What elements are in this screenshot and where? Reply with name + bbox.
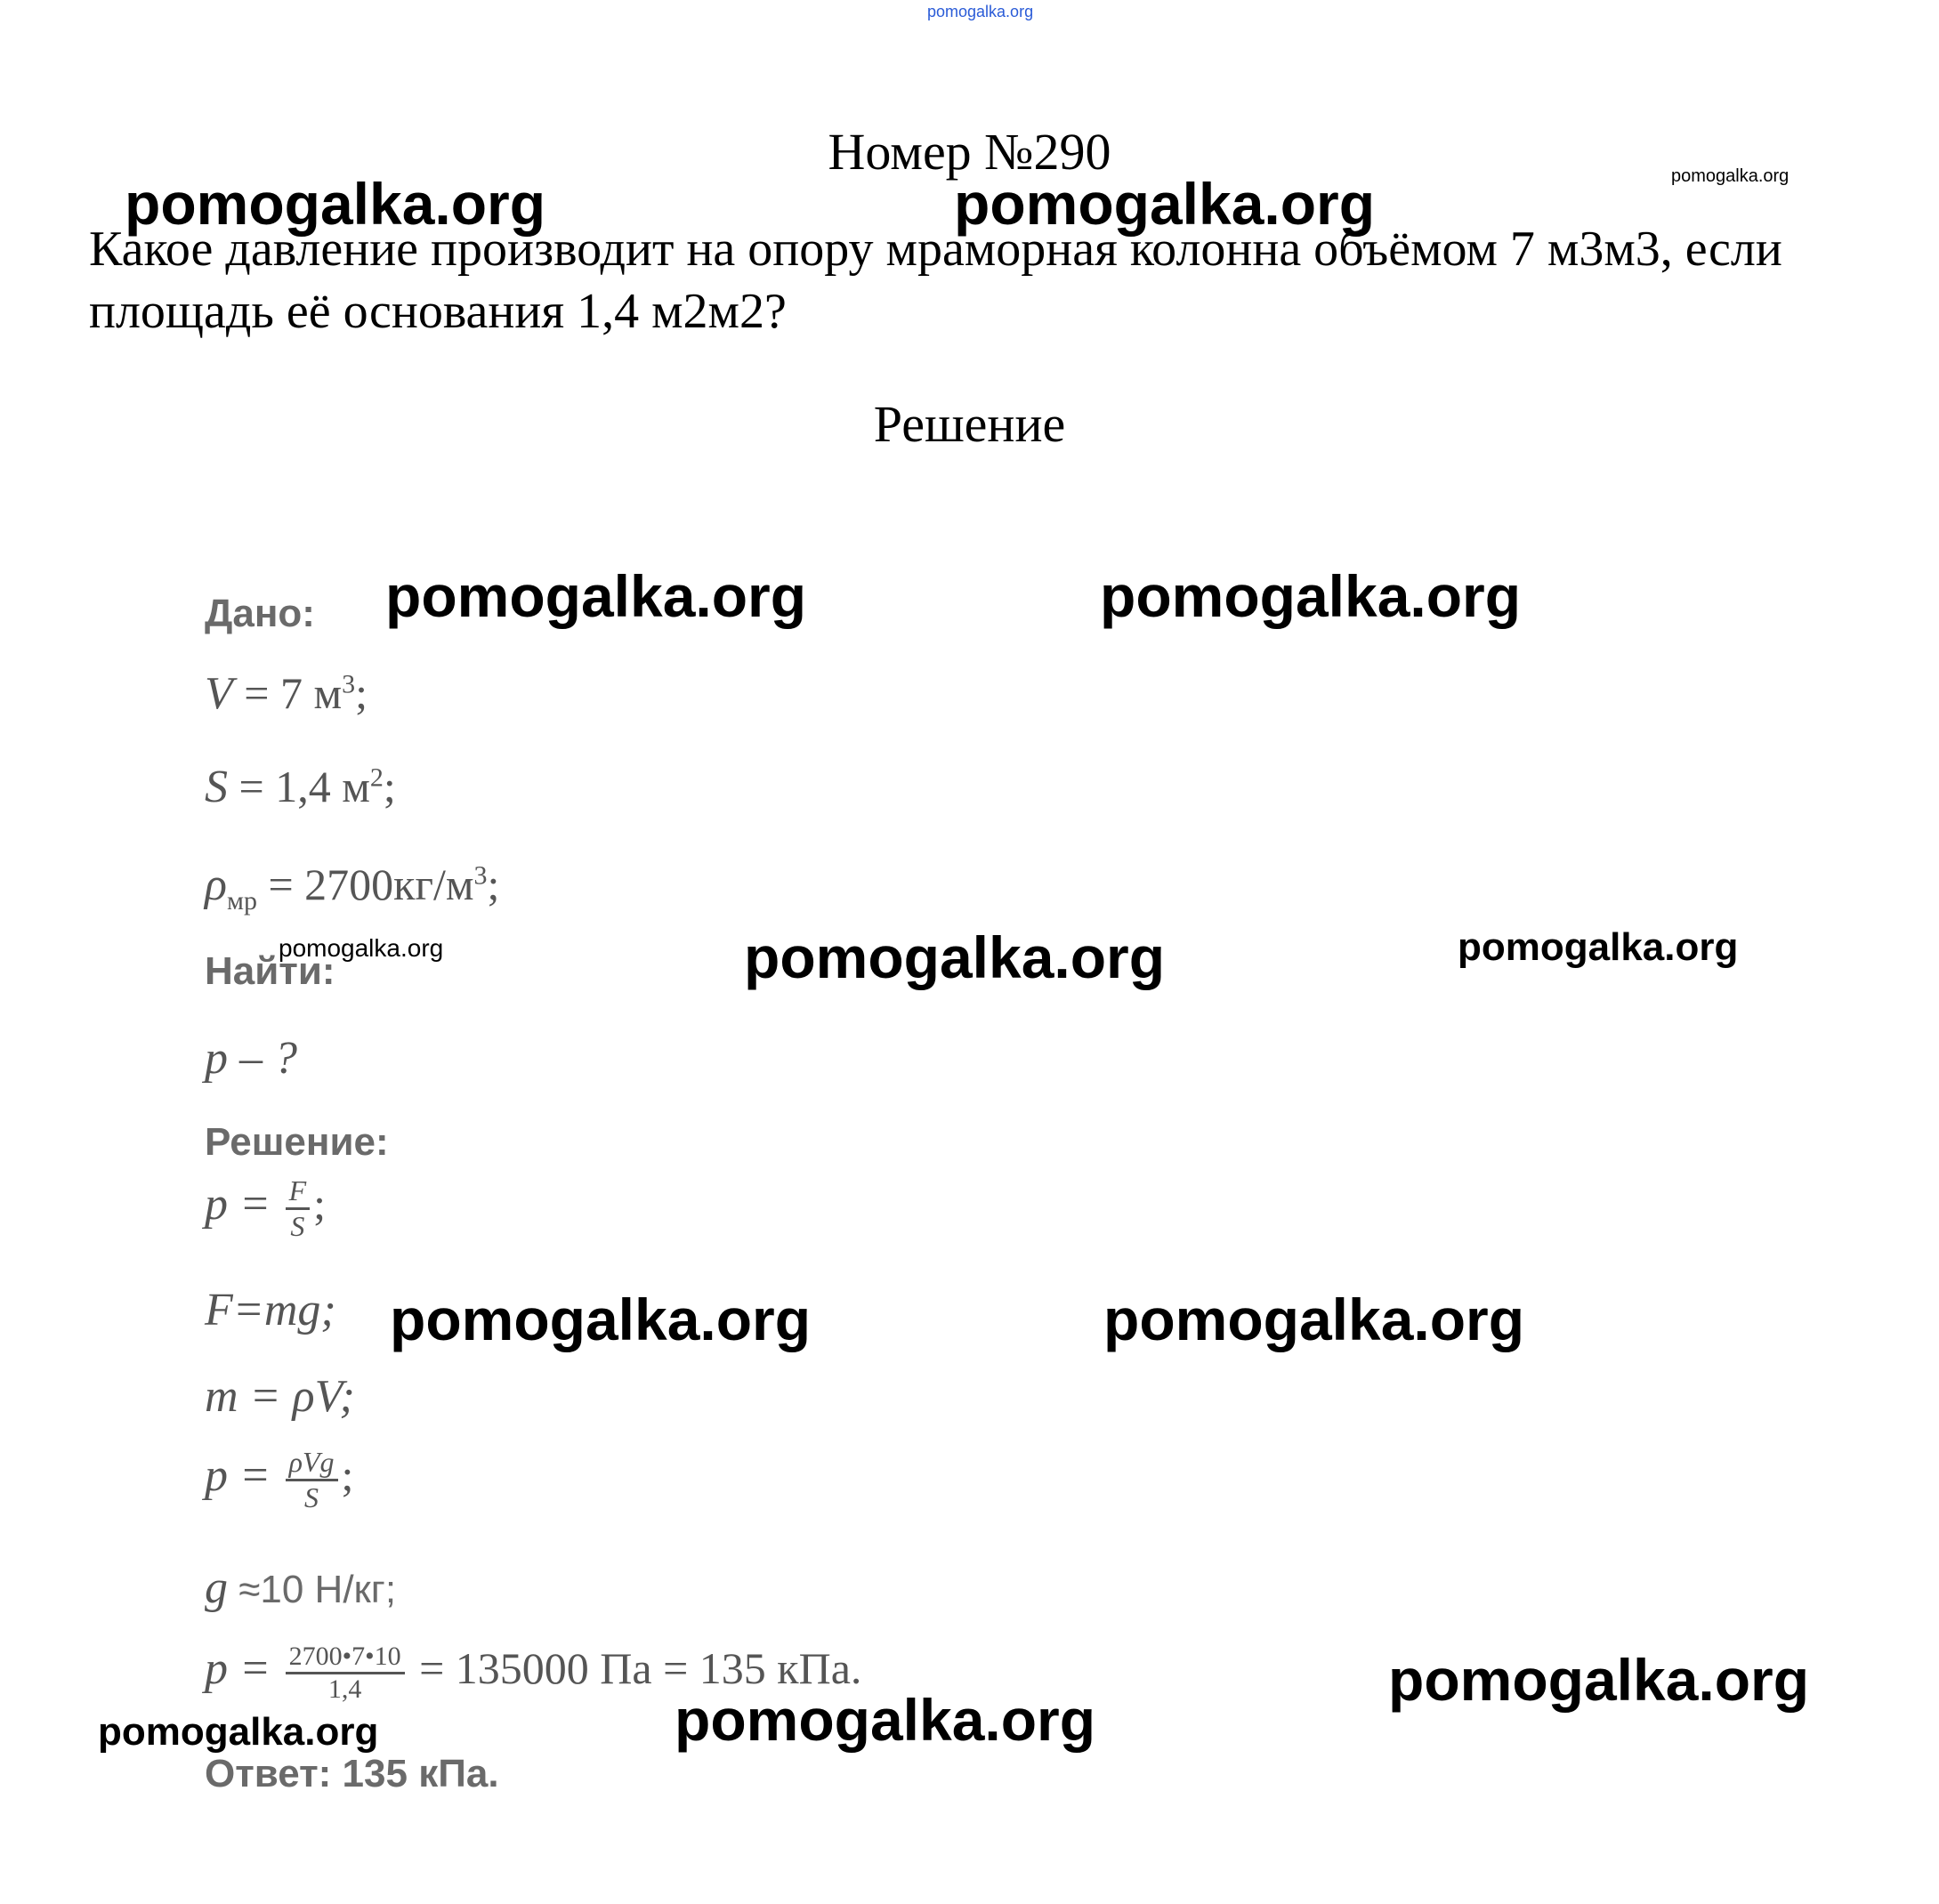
formula-mass: m = ρV;: [205, 1371, 355, 1422]
gravity-line: g ≈10 Н/кг;: [205, 1562, 397, 1613]
solution-label: Решение:: [205, 1120, 389, 1164]
watermark: pomogalka.org: [1100, 563, 1522, 629]
watermark: pomogalka.org: [390, 1287, 812, 1352]
given-area: S = 1,4 $м^2$;: [205, 762, 396, 812]
formula-pressure-expanded: p = $\frac{\text{ρVg}}{S}$ ;: [205, 1446, 354, 1513]
watermark: pomogalka.org: [1458, 925, 1739, 969]
find-pressure: p – ?: [205, 1033, 297, 1084]
watermark: pomogalka.org: [744, 924, 1166, 990]
calculation-line: p = $\frac{2700•7•10}{1,4}$ = 135000 Па = 135 кПа.: [205, 1642, 862, 1704]
watermark: pomogalka.org: [125, 171, 546, 237]
given-density: $\rho_{мр} = 2700кг/м^3$;: [205, 859, 500, 916]
formula-force: F=mg;: [205, 1285, 336, 1335]
formula-pressure: p = $\frac{F}{S}$ ;: [205, 1174, 327, 1242]
page-title: Номер №290: [828, 123, 1111, 181]
watermark: pomogalka.org: [675, 1687, 1096, 1753]
watermark: pomogalka.org: [385, 563, 807, 629]
watermark: pomogalka.org: [954, 171, 1376, 237]
top-site-link[interactable]: pomogalka.org: [927, 3, 1034, 20]
watermark: pomogalka.org: [1103, 1287, 1525, 1352]
given-label: Дано:: [205, 592, 315, 635]
watermark: pomogalka.org: [279, 934, 444, 962]
solution-heading: Решение: [873, 395, 1066, 453]
find-label: Найти:: [205, 949, 335, 993]
watermark: pomogalka.org: [1388, 1647, 1810, 1713]
watermark: pomogalka.org: [98, 1710, 379, 1754]
task-text: Какое давление производит на опору мраморная колонна объёмом 7 м3м3, если площадь её основания 1,4 м2м2?: [89, 222, 1782, 339]
given-volume: V = 7 $м^3$;: [205, 668, 368, 719]
watermark: pomogalka.org: [1671, 166, 1790, 186]
answer-line: Ответ: 135 кПа.: [205, 1752, 499, 1795]
